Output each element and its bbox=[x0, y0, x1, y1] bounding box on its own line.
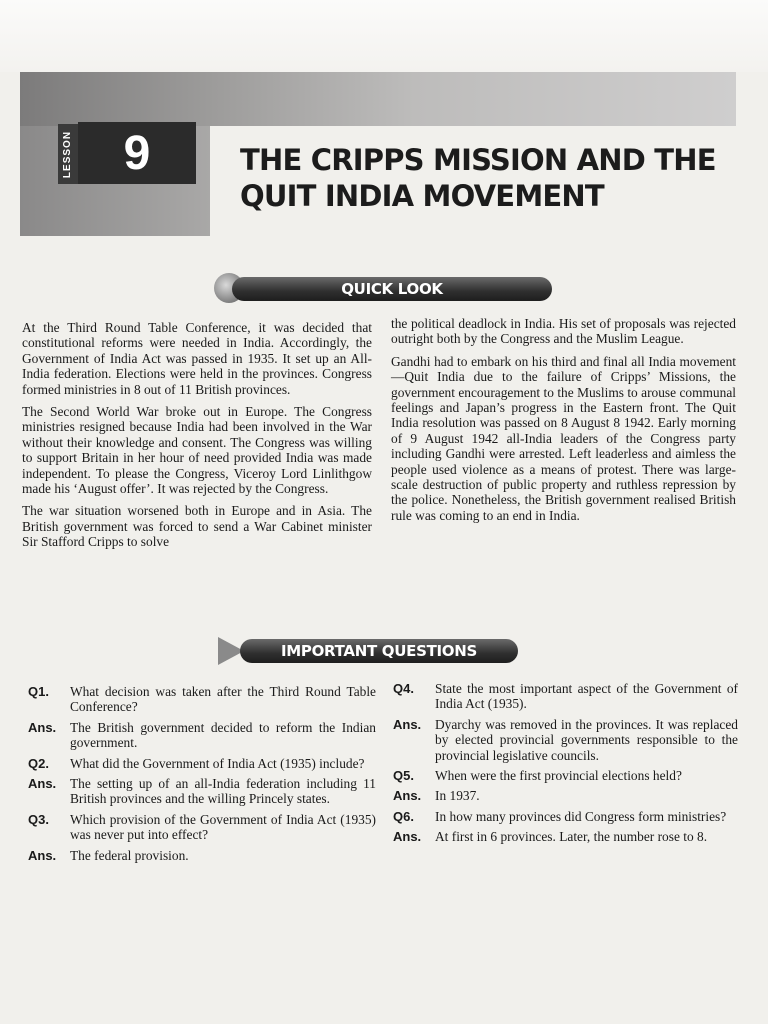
qa-item bbox=[393, 809, 738, 824]
question-tag: Q3. bbox=[28, 811, 49, 827]
quick-look-heading: QUICK LOOK bbox=[232, 277, 552, 301]
answer-tag: Ans. bbox=[28, 776, 57, 792]
lesson-label: LESSON bbox=[58, 124, 78, 184]
question-text: What did the Government of India Act (1935) include? bbox=[70, 755, 365, 771]
page-top-margin bbox=[0, 0, 768, 72]
important-questions-heading: IMPORTANT QUESTIONS bbox=[240, 639, 518, 663]
question-tag: Q1. bbox=[28, 684, 49, 699]
qa-item bbox=[28, 812, 376, 843]
question-text: State the most important aspect of the Government of India Act (1935). bbox=[435, 681, 738, 712]
qa-item bbox=[393, 768, 738, 783]
question-tag: Q6. bbox=[393, 808, 414, 824]
answer-text: The British government decided to reform the Indian government. bbox=[70, 719, 376, 751]
answer-text: The federal provision. bbox=[70, 847, 189, 863]
qa-item bbox=[28, 848, 376, 863]
answer-text: The setting up of an all-India federation including 11 British provinces and the willing Princely states. bbox=[70, 776, 376, 807]
qa-left-column bbox=[28, 684, 376, 868]
question-text: Which provision of the Government of India Act (1935) was never put into effect? bbox=[70, 811, 376, 843]
answer-text: At first in 6 provinces. Later, the number rose to 8. bbox=[435, 829, 708, 845]
qa-item bbox=[28, 720, 376, 751]
paragraph: The Second World War broke out in Europe. The Congress ministries resigned because India had been involved in the War without their knowledge and consent. The Congress was willing to support Britain in her hour of need provided India was made independent. To please the Congress, Viceroy Lord Linlithgow made his ‘August offer’. It was rejected by the Congress. bbox=[22, 404, 372, 497]
quick-look-left-column bbox=[22, 320, 372, 557]
answer-tag: Ans. bbox=[28, 847, 57, 863]
answer-text: In 1937. bbox=[435, 788, 480, 804]
question-text: When were the first provincial elections held? bbox=[435, 768, 682, 784]
question-text: What decision was taken after the Third Round Table Conference? bbox=[70, 684, 376, 715]
answer-tag: Ans. bbox=[393, 716, 422, 732]
lesson-title: THE CRIPPS MISSION AND THE QUIT INDIA MOVEMENT bbox=[240, 143, 716, 213]
lesson-number: 9 bbox=[78, 122, 196, 184]
paragraph: The war situation worsened both in Europe and in Asia. The British government was forced to send a War Cabinet minister Sir Stafford Cripps to solve bbox=[22, 503, 372, 550]
qa-item bbox=[393, 829, 738, 844]
answer-tag: Ans. bbox=[28, 719, 57, 735]
quick-look-banner bbox=[208, 273, 552, 305]
paragraph: At the Third Round Table Conference, it was decided that constitutional reforms were needed in India. Accordingly, the Government of India Act was passed in 1935. It set up an All-India federation. Elections were held in the provinces. Congress formed ministries in 8 out of 11 British provinces. bbox=[22, 320, 372, 397]
qa-item bbox=[393, 681, 738, 712]
answer-tag: Ans. bbox=[393, 829, 422, 845]
qa-item bbox=[28, 776, 376, 807]
question-tag: Q2. bbox=[28, 755, 49, 771]
important-questions-banner bbox=[218, 635, 518, 667]
header-band bbox=[20, 72, 736, 126]
qa-right-column bbox=[393, 681, 738, 850]
qa-item bbox=[28, 684, 376, 715]
qa-item bbox=[393, 717, 738, 763]
question-tag: Q5. bbox=[393, 768, 414, 784]
answer-tag: Ans. bbox=[393, 788, 422, 804]
quick-look-right-column bbox=[391, 316, 736, 530]
paragraph: the political deadlock in India. His set of proposals was rejected outright both by the Congress and the Muslim League. bbox=[391, 316, 736, 347]
qa-item bbox=[28, 756, 376, 771]
answer-text: Dyarchy was removed in the provinces. It was replaced by elected provincial governments responsible to the provincial legislative councils. bbox=[435, 716, 738, 763]
paragraph: Gandhi had to embark on his third and final all India movement—Quit India due to the failure of Cripps’ Missions, the government encouragement to the Muslims to arouse communal feelings and Japan’s progress in the Eastern front. The Quit India resolution was passed on 8 August 8 1942. Early morning of 9 August 1942 all-India leaders of the Congress party including Gandhi were arrested. Left leaderless and aimless the people used violence as a means of protest. There was large-scale destruction of public property and ruthless repression by the police. Nonetheless, the British government realised British rule was coming to an end in India. bbox=[391, 353, 736, 523]
qa-item bbox=[393, 788, 738, 803]
question-text: In how many provinces did Congress form ministries? bbox=[435, 808, 727, 824]
question-tag: Q4. bbox=[393, 681, 414, 696]
